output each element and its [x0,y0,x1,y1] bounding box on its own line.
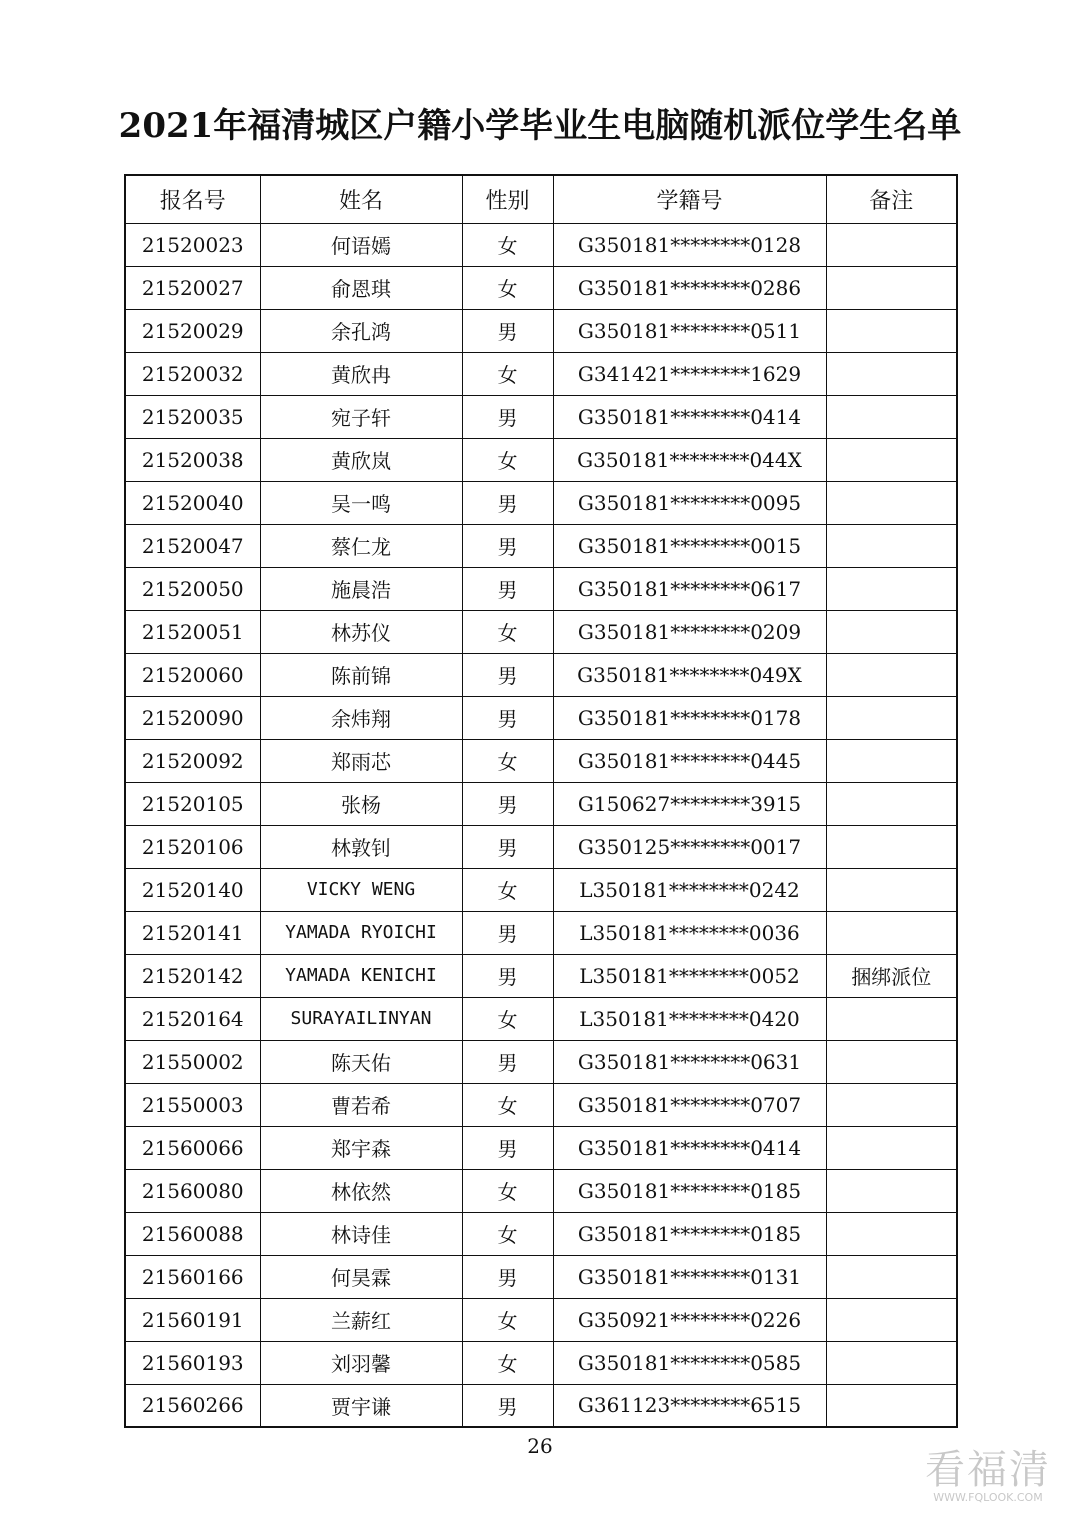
table-row [125,868,957,911]
cell-student-no: G350181********0445 [553,739,826,782]
cell-student-no: G350181********0617 [553,567,826,610]
table-row [125,739,957,782]
column-header-id: 报名号 [125,175,260,223]
cell-name: 何语嫣 [260,223,462,266]
cell-id: 21520140 [125,868,260,911]
table-row [125,1341,957,1384]
cell-name: YAMADA KENICHI [260,954,462,997]
cell-student-no: G350181********0185 [553,1212,826,1255]
cell-student-no: G350181********0095 [553,481,826,524]
table-row [125,653,957,696]
cell-note [826,1212,957,1255]
cell-student-no: G350181********0707 [553,1083,826,1126]
cell-id: 21520040 [125,481,260,524]
cell-note [826,524,957,567]
cell-note [826,1298,957,1341]
cell-note [826,1040,957,1083]
cell-name: YAMADA RYOICHI [260,911,462,954]
cell-name: 宛子轩 [260,395,462,438]
cell-id: 21560080 [125,1169,260,1212]
cell-gender: 女 [462,997,553,1040]
watermark-text: 看福清 [925,1447,1051,1493]
cell-id: 21560066 [125,1126,260,1169]
table-row [125,610,957,653]
cell-note: 捆绑派位 [826,954,957,997]
cell-note [826,395,957,438]
cell-gender: 女 [462,610,553,653]
table-row [125,825,957,868]
cell-gender: 女 [462,868,553,911]
cell-id: 21560166 [125,1255,260,1298]
page-number: 26 [527,1434,553,1458]
table-row [125,1298,957,1341]
cell-student-no: G361123********6515 [553,1384,826,1427]
watermark-url: WWW.FQLOOK.COM [933,1491,1043,1504]
cell-name: 余孔鸿 [260,309,462,352]
cell-gender: 男 [462,481,553,524]
cell-id: 21520092 [125,739,260,782]
table-row [125,1212,957,1255]
cell-student-no: G350181********0286 [553,266,826,309]
cell-gender: 女 [462,1212,553,1255]
cell-id: 21520142 [125,954,260,997]
cell-name: 曹若希 [260,1083,462,1126]
cell-student-no: L350181********0036 [553,911,826,954]
table-row [125,1169,957,1212]
cell-id: 21520047 [125,524,260,567]
cell-id: 21560191 [125,1298,260,1341]
cell-name: 施晨浩 [260,567,462,610]
cell-gender: 男 [462,825,553,868]
cell-student-no: G350181********044X [553,438,826,481]
cell-student-no: G350921********0226 [553,1298,826,1341]
cell-id: 21520023 [125,223,260,266]
cell-id: 21560088 [125,1212,260,1255]
cell-gender: 男 [462,309,553,352]
cell-id: 21520106 [125,825,260,868]
table-row [125,782,957,825]
student-table [124,174,958,1428]
cell-student-no: L350181********0242 [553,868,826,911]
cell-name: 林依然 [260,1169,462,1212]
cell-student-no: G341421********1629 [553,352,826,395]
cell-gender: 男 [462,782,553,825]
cell-name: 余炜翔 [260,696,462,739]
table-row [125,696,957,739]
cell-student-no: G150627********3915 [553,782,826,825]
cell-gender: 女 [462,352,553,395]
cell-student-no: G350181********0015 [553,524,826,567]
cell-gender: 女 [462,223,553,266]
table-row [125,223,957,266]
cell-name: 郑宇森 [260,1126,462,1169]
cell-name: 陈前锦 [260,653,462,696]
cell-name: 林敦钊 [260,825,462,868]
cell-gender: 女 [462,1083,553,1126]
cell-gender: 男 [462,954,553,997]
cell-gender: 男 [462,653,553,696]
table-row [125,567,957,610]
cell-name: SURAYAILINYAN [260,997,462,1040]
cell-id: 21560266 [125,1384,260,1427]
table-row [125,266,957,309]
cell-name: 张杨 [260,782,462,825]
cell-id: 21520050 [125,567,260,610]
cell-name: 兰薪红 [260,1298,462,1341]
table-row [125,309,957,352]
cell-note [826,1384,957,1427]
cell-gender: 女 [462,1298,553,1341]
cell-id: 21520090 [125,696,260,739]
cell-note [826,481,957,524]
cell-name: 吴一鸣 [260,481,462,524]
cell-name: 刘羽馨 [260,1341,462,1384]
cell-note [826,825,957,868]
cell-gender: 男 [462,395,553,438]
table-header-row [125,175,957,223]
cell-student-no: G350125********0017 [553,825,826,868]
table-row [125,1040,957,1083]
cell-id: 21520105 [125,782,260,825]
cell-note [826,739,957,782]
cell-gender: 男 [462,567,553,610]
column-header-gender: 性别 [462,175,553,223]
table-row [125,1083,957,1126]
cell-name: 黄欣冉 [260,352,462,395]
table-row [125,911,957,954]
cell-id: 21550003 [125,1083,260,1126]
cell-student-no: G350181********0185 [553,1169,826,1212]
cell-note [826,1126,957,1169]
cell-gender: 男 [462,911,553,954]
cell-id: 21550002 [125,1040,260,1083]
cell-note [826,352,957,395]
column-header-name: 姓名 [260,175,462,223]
table-body [125,223,957,1427]
cell-gender: 女 [462,1169,553,1212]
cell-note [826,1341,957,1384]
cell-id: 21520060 [125,653,260,696]
cell-name: 何昊霖 [260,1255,462,1298]
cell-name: VICKY WENG [260,868,462,911]
cell-gender: 女 [462,1341,553,1384]
cell-note [826,782,957,825]
cell-note [826,653,957,696]
column-header-student-no: 学籍号 [553,175,826,223]
table-row [125,954,957,997]
cell-id: 21520051 [125,610,260,653]
cell-name: 蔡仁龙 [260,524,462,567]
cell-note [826,309,957,352]
cell-note [826,266,957,309]
cell-student-no: G350181********0511 [553,309,826,352]
cell-note [826,911,957,954]
table-row [125,524,957,567]
table-row [125,1255,957,1298]
cell-student-no: L350181********0420 [553,997,826,1040]
cell-id: 21520141 [125,911,260,954]
table-row [125,997,957,1040]
cell-gender: 男 [462,1126,553,1169]
table-row [125,481,957,524]
cell-name: 俞恩琪 [260,266,462,309]
cell-gender: 男 [462,1384,553,1427]
table-row [125,1126,957,1169]
column-header-note: 备注 [826,175,957,223]
cell-student-no: G350181********049X [553,653,826,696]
cell-note [826,1083,957,1126]
cell-student-no: G350181********0131 [553,1255,826,1298]
cell-note [826,1169,957,1212]
cell-student-no: G350181********0178 [553,696,826,739]
cell-id: 21520035 [125,395,260,438]
cell-gender: 男 [462,1255,553,1298]
table-row [125,352,957,395]
cell-id: 21560193 [125,1341,260,1384]
watermark-logo [918,1448,1058,1504]
cell-note [826,997,957,1040]
table-row [125,395,957,438]
cell-note [826,868,957,911]
cell-student-no: G350181********0414 [553,1126,826,1169]
table-row [125,1384,957,1427]
cell-id: 21520032 [125,352,260,395]
cell-id: 21520029 [125,309,260,352]
cell-note [826,223,957,266]
cell-name: 郑雨芯 [260,739,462,782]
table-row [125,438,957,481]
cell-note [826,567,957,610]
cell-name: 陈天佑 [260,1040,462,1083]
cell-id: 21520027 [125,266,260,309]
cell-gender: 男 [462,696,553,739]
cell-student-no: G350181********0585 [553,1341,826,1384]
cell-gender: 女 [462,438,553,481]
cell-note [826,1255,957,1298]
cell-gender: 男 [462,1040,553,1083]
cell-student-no: G350181********0128 [553,223,826,266]
cell-gender: 女 [462,266,553,309]
cell-note [826,610,957,653]
cell-id: 21520038 [125,438,260,481]
cell-name: 黄欣岚 [260,438,462,481]
cell-student-no: G350181********0209 [553,610,826,653]
cell-note [826,438,957,481]
cell-gender: 男 [462,524,553,567]
cell-id: 21520164 [125,997,260,1040]
cell-student-no: G350181********0631 [553,1040,826,1083]
cell-note [826,696,957,739]
cell-student-no: G350181********0414 [553,395,826,438]
cell-gender: 女 [462,739,553,782]
cell-name: 林苏仪 [260,610,462,653]
cell-student-no: L350181********0052 [553,954,826,997]
page-title: 2021年福清城区户籍小学毕业生电脑随机派位学生名单 [118,106,962,146]
cell-name: 贾宇谦 [260,1384,462,1427]
cell-name: 林诗佳 [260,1212,462,1255]
